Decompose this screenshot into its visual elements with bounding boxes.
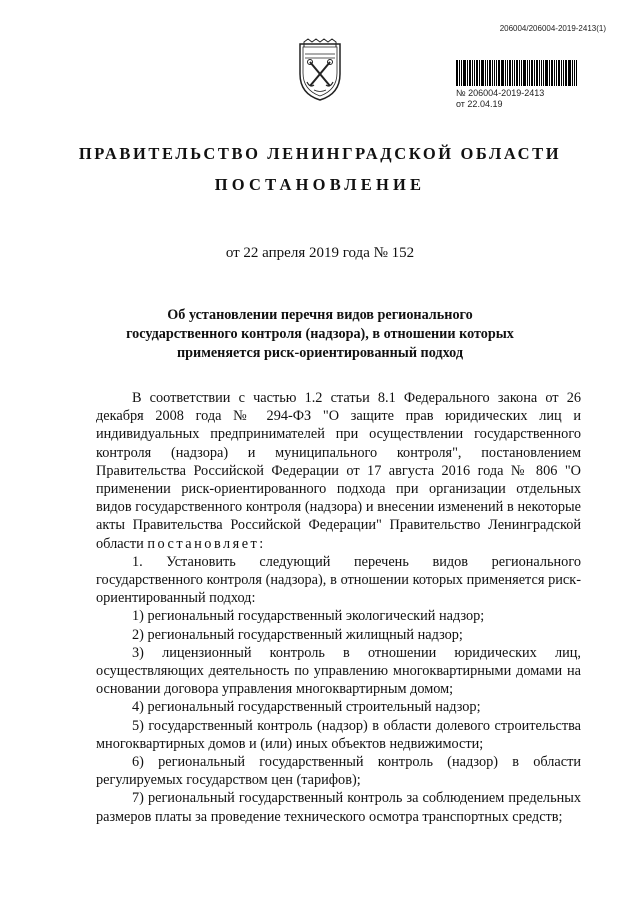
barcode-bar: [539, 60, 540, 86]
document-type: ПОСТАНОВЛЕНИЕ: [214, 175, 426, 194]
barcode-bar: [487, 60, 488, 86]
barcode-bar: [565, 60, 567, 86]
barcode: [456, 60, 580, 86]
barcode-bar: [523, 60, 526, 86]
barcode-bar: [492, 60, 493, 86]
barcode-bar: [463, 60, 466, 86]
list-item: 3) лицензионный контроль в отношении юридических лиц, осуществляющих деятельность по управлению многоквартирными домами на основании договора управления многоквартирным домом;: [96, 644, 581, 698]
list-item: 4) региональный государственный строительный надзор;: [132, 699, 481, 716]
barcode-bar: [534, 60, 535, 86]
document-title: [60, 306, 580, 363]
barcode-bar: [494, 60, 495, 86]
barcode-bar: [543, 60, 544, 86]
barcode-bar: [512, 60, 513, 86]
preamble-text: В соответствии с частью 1.2 статьи 8.1 Федерального закона от 26 декабря 2008 года № 294-ФЗ "О защите прав юридических лиц и индивидуальных предпринимателей при осуществлении государственного контроля (надзора) и муниципального контроля", постановлением Правительства Российской Федерации от 17 августа 2016 года № 806 "О применении риск-ориентированного подхода при организации отдельных видов государственного контроля (надзора) и внесении изменений в некоторые акты Правительства Российской Федерации" Правительство Ленинградской области: [96, 390, 581, 552]
barcode-bar: [489, 60, 491, 86]
barcode-bar: [472, 60, 473, 86]
barcode-bar: [574, 60, 575, 86]
list-item: 7) региональный государственный контроль за соблюдением предельных размеров платы за проведение технического осмотра транспортных средств;: [96, 790, 581, 825]
barcode-bar: [541, 60, 542, 86]
barcode-bar: [551, 60, 553, 86]
barcode-bar: [561, 60, 562, 86]
barcode-bar: [456, 60, 458, 86]
barcode-bar: [459, 60, 460, 86]
barcode-bar: [519, 60, 520, 86]
title-line: применяется риск-ориентированный подход: [176, 345, 464, 361]
barcode-bar: [507, 60, 508, 86]
barcode-bar: [549, 60, 550, 86]
barcode-bar: [501, 60, 504, 86]
coat-of-arms-icon: [296, 38, 344, 102]
barcode-bar: [531, 60, 533, 86]
list-item: 1. Установить следующий перечень видов регионального государственного контроля (надзора), в отношении которых применяется риск-ориентированный подход:: [96, 553, 581, 607]
barcode-block: [456, 60, 586, 110]
barcode-bar: [514, 60, 515, 86]
barcode-bar: [516, 60, 518, 86]
barcode-bar: [496, 60, 497, 86]
reference-number: 206004/206004-2019-2413(1): [499, 24, 606, 33]
barcode-bar: [521, 60, 522, 86]
list-item: 1) региональный государственный экологический надзор;: [132, 608, 485, 625]
barcode-bar: [568, 60, 571, 86]
barcode-bar: [485, 60, 486, 86]
barcode-bar: [563, 60, 564, 86]
barcode-bar: [474, 60, 475, 86]
barcode-bar: [469, 60, 471, 86]
barcode-bar: [467, 60, 468, 86]
preamble-paragraph: [96, 389, 581, 553]
barcode-bar: [576, 60, 577, 86]
barcode-bar: [461, 60, 462, 86]
decree-word: постановляет:: [147, 535, 266, 552]
barcode-bar: [529, 60, 530, 86]
registration-number: № 206004-2019-2413: [456, 88, 545, 98]
barcode-bar: [558, 60, 560, 86]
barcode-bar: [527, 60, 528, 86]
title-line: государственного контроля (надзора), в отношении которых: [126, 326, 514, 342]
list-item: 6) региональный государственный контроль (надзор) в области регулируемых государством цен (тарифов);: [96, 754, 581, 789]
barcode-bar: [498, 60, 500, 86]
barcode-bar: [476, 60, 478, 86]
list-item: 2) региональный государственный жилищный надзор;: [132, 626, 463, 643]
barcode-bar: [479, 60, 480, 86]
barcode-bar: [554, 60, 555, 86]
barcode-bar: [545, 60, 548, 86]
document-body: [96, 389, 581, 826]
barcode-bar: [481, 60, 484, 86]
barcode-bar: [505, 60, 506, 86]
barcode-bar: [572, 60, 573, 86]
barcode-bar: [509, 60, 511, 86]
document-date: от 22 апреля 2019 года № 152: [225, 245, 415, 261]
list-item: 5) государственный контроль (надзор) в области долевого строительства многоквартирных домов и (или) иных объектов недвижимости;: [96, 717, 581, 752]
government-name: ПРАВИТЕЛЬСТВО ЛЕНИНГРАДСКОЙ ОБЛАСТИ: [78, 144, 562, 163]
barcode-bar: [536, 60, 538, 86]
barcode-bar: [556, 60, 557, 86]
title-line: Об установлении перечня видов регионального: [167, 307, 473, 323]
registration-date: от 22.04.19: [456, 99, 503, 109]
